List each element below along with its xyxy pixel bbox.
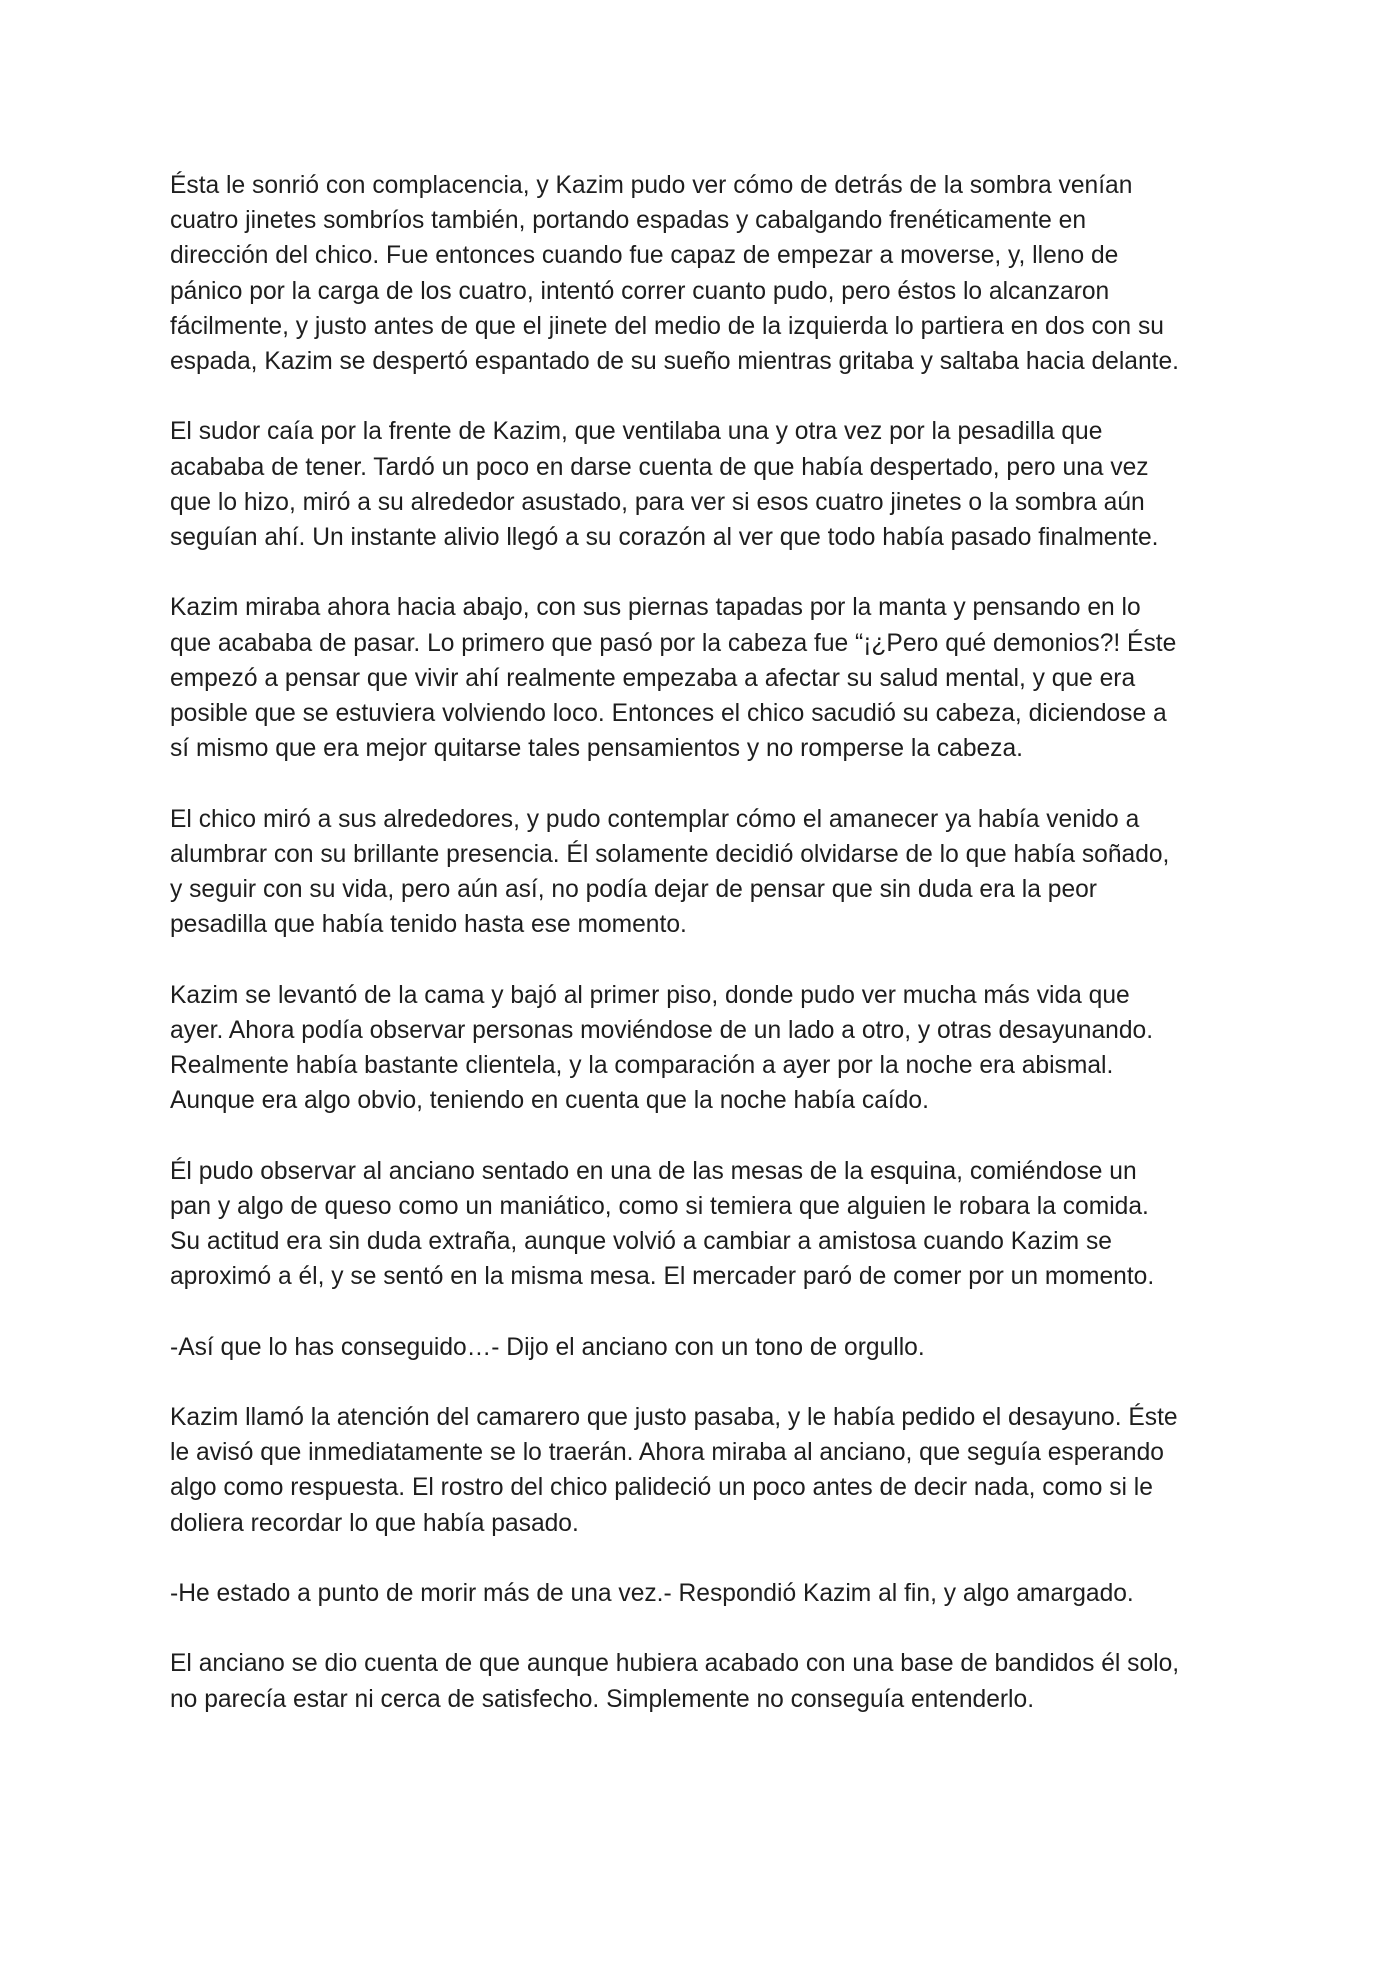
- text-line: posible que se estuviera volviendo loco. Entonces el chico sacudió su cabeza, diciendose a: [170, 700, 1167, 728]
- text-line: sí mismo que era mejor quitarse tales pensamientos y no romperse la cabeza.: [170, 735, 1023, 763]
- text-line: pánico por la carga de los cuatro, intentó correr cuanto pudo, pero éstos lo alcanzaron: [170, 277, 1110, 305]
- paragraph: [170, 168, 1240, 379]
- text-line: -He estado a punto de morir más de una vez.- Respondió Kazim al fin, y algo amargado.: [170, 1580, 1134, 1607]
- text-line: Kazim llamó la atención del camarero que justo pasaba, y le había pedido el desayuno. Éste: [170, 1404, 1178, 1431]
- text-line: que acababa de pasar. Lo primero que pasó por la cabeza fue “¡¿Pero qué demonios?! Éste: [170, 629, 1177, 657]
- text-line: El chico miró a sus alrededores, y pudo contemplar cómo el amanecer ya había venido a: [170, 805, 1140, 833]
- text-line: cuatro jinetes sombríos también, portando espadas y cabalgando frenéticamente en: [170, 207, 1086, 235]
- text-line: pan y algo de queso como un maniático, como si temiera que alguien le robara la comida.: [170, 1192, 1149, 1220]
- text-line: alumbrar con su brillante presencia. Él solamente decidió olvidarse de lo que había soñado,: [170, 840, 1170, 868]
- text-line: dirección del chico. Fue entonces cuando fue capaz de empezar a moverse, y, lleno de: [170, 242, 1119, 270]
- text-line: espada, Kazim se despertó espantado de su sueño mientras gritaba y saltaba hacia delante.: [170, 348, 1179, 376]
- text-line: Ésta le sonrió con complacencia, y Kazim pudo ver cómo de detrás de la sombra venían: [170, 172, 1133, 199]
- text-line: Él pudo observar al anciano sentado en una de las mesas de la esquina, comiéndose un: [170, 1157, 1137, 1185]
- text-line: Aunque era algo obvio, teniendo en cuenta que la noche había caído.: [170, 1087, 929, 1115]
- text-line: seguían ahí. Un instante alivio llegó a su corazón al ver que todo había pasado finalmente.: [170, 524, 1159, 552]
- text-line: ayer. Ahora podía observar personas moviéndose de un lado a otro, y otras desayunando.: [170, 1016, 1154, 1044]
- text-line: -Así que lo has conseguido…- Dijo el anciano con un tono de orgullo.: [170, 1333, 925, 1361]
- text-line: algo como respuesta. El rostro del chico palideció un poco antes de decir nada, como si le: [170, 1474, 1153, 1502]
- text-line: aproximó a él, y se sentó en la misma mesa. El mercader paró de comer por un momento.: [170, 1263, 1155, 1291]
- paragraph: [170, 1154, 1240, 1295]
- paragraph: [170, 414, 1240, 555]
- paragraph: [170, 1330, 1240, 1365]
- text-line: pesadilla que había tenido hasta ese momento.: [170, 911, 687, 939]
- paragraph: [170, 1400, 1240, 1541]
- text-line: y seguir con su vida, pero aún así, no podía dejar de pensar que sin duda era la peor: [170, 876, 1097, 904]
- text-line: Kazim miraba ahora hacia abajo, con sus piernas tapadas por la manta y pensando en lo: [170, 594, 1141, 622]
- text-line: que lo hizo, miró a su alrededor asustado, para ver si esos cuatro jinetes o la sombra aún: [170, 488, 1145, 516]
- text-line: El sudor caía por la frente de Kazim, que ventilaba una y otra vez por la pesadilla que: [170, 418, 1103, 446]
- text-line: Su actitud era sin duda extraña, aunque volvió a cambiar a amistosa cuando Kazim se: [170, 1228, 1112, 1256]
- paragraph: [170, 978, 1240, 1119]
- text-line: Kazim se levantó de la cama y bajó al primer piso, donde pudo ver mucha más vida que: [170, 981, 1130, 1009]
- text-line: Realmente había bastante clientela, y la comparación a ayer por la noche era abismal.: [170, 1052, 1114, 1080]
- paragraph: [170, 1576, 1240, 1611]
- text-line: fácilmente, y justo antes de que el jinete del medio de la izquierda lo partiera en dos con su: [170, 312, 1164, 340]
- text-line: acababa de tener. Tardó un poco en darse cuenta de que había despertado, pero una vez: [170, 453, 1149, 481]
- paragraph: [170, 802, 1240, 943]
- paragraph: [170, 590, 1240, 766]
- text-line: El anciano se dio cuenta de que aunque hubiera acabado con una base de bandidos él solo,: [170, 1650, 1180, 1678]
- text-line: empezó a pensar que vivir ahí realmente empezaba a afectar su salud mental, y que era: [170, 664, 1136, 692]
- paragraph: [170, 1646, 1240, 1716]
- text-line: le avisó que inmediatamente se lo traerán. Ahora miraba al anciano, que seguía esperando: [170, 1439, 1164, 1467]
- text-line: doliera recordar lo que había pasado.: [170, 1509, 579, 1537]
- document-body: [170, 168, 1240, 1752]
- text-line: no parecía estar ni cerca de satisfecho. Simplemente no conseguía entenderlo.: [170, 1685, 1035, 1713]
